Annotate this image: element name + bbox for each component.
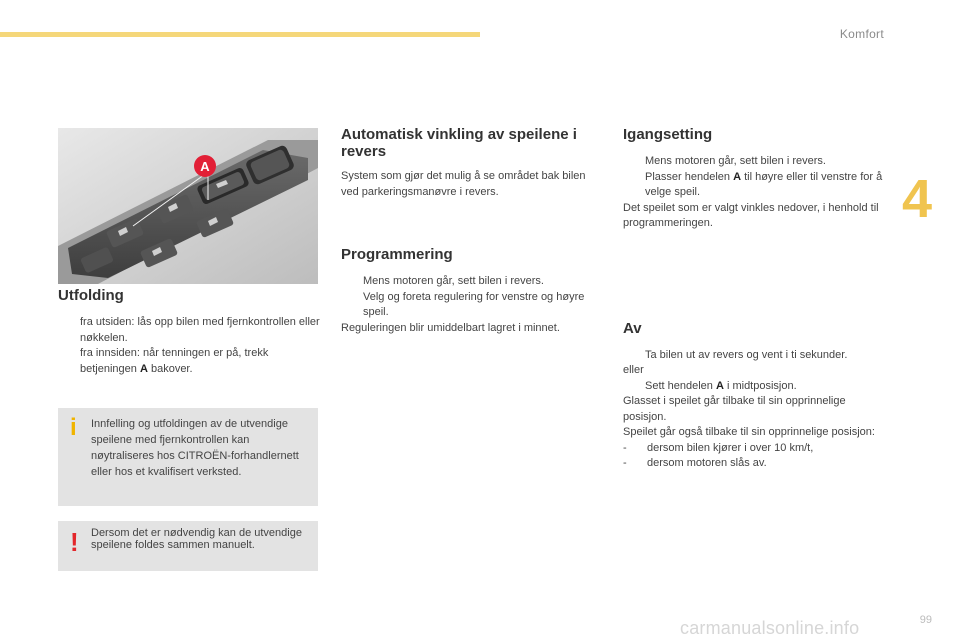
activation-section (623, 126, 887, 472)
mirror-control-illustration (58, 128, 318, 284)
list-item: - dersom bilen kjører i over 10 km/t, (623, 441, 887, 457)
activation-note: Det speilet som er valgt vinkles nedover, i henhold til programmeringen. (623, 201, 879, 229)
dash-marker: - (623, 457, 627, 469)
auto-tilt-text: System som gjør det mulig å se området bak bilen ved parkeringsmanøvre i revers. (341, 170, 586, 198)
list-item: fra innsiden: når tenningen er på, trekk betjeningen A bakover. (80, 347, 269, 375)
chapter-number: 4 (902, 169, 933, 229)
or-text: eller (623, 364, 644, 376)
info-note (58, 408, 318, 506)
off-paragraph-1: Glasset i speilet går tilbake til sin opprinnelige posisjon. (623, 395, 846, 423)
warning-icon: ! (70, 527, 79, 557)
list-item: Velg og foreta regulering for venstre og høyre speil. (363, 290, 585, 318)
dash-marker: - (623, 441, 627, 454)
control-a-ref: A (139, 362, 148, 375)
list-item: Sett hendelen A i midtposisjon. (645, 379, 797, 392)
control-a-ref: A (733, 170, 742, 183)
info-icon: i (70, 414, 77, 441)
off-paragraph-2: Speilet går også tilbake til sin opprinnelige posisjon: (623, 426, 875, 438)
control-a-ref: A (715, 379, 724, 392)
info-note-text: Innfelling og utfoldingen av de utvendige speilene med fjernkontrollen kan nøytraliseres hos CITROËN-forhandlernett eller hos et kvalifisert verksted. (91, 418, 299, 478)
list-item: Mens motoren går, sett bilen i revers. (645, 155, 826, 167)
unfolding-section (58, 287, 320, 377)
section-title: Komfort (839, 27, 884, 41)
watermark: carmanualsonline.info (680, 618, 860, 638)
warning-note-text: Dersom det er nødvendig kan de utvendige speilene foldes sammen manuelt. (91, 527, 302, 551)
header-accent-bar (0, 32, 480, 37)
page-number: 99 (919, 614, 932, 626)
list-item: Ta bilen ut av revers og vent i ti sekunder. (645, 348, 848, 361)
auto-tilt-section (341, 126, 599, 336)
list-item: - dersom motoren slås av. (623, 456, 887, 472)
list-item: Plasser hendelen A til høyre eller til venstre for å velge speil. (645, 170, 883, 198)
list-item: Mens motoren går, sett bilen i revers. (363, 275, 544, 287)
off-heading: Av (623, 319, 642, 337)
activation-heading: Igangsetting (623, 126, 713, 143)
list-item: fra utsiden: lås opp bilen med fjernkontrollen eller nøkkelen. (80, 316, 320, 344)
auto-tilt-heading: Automatisk vinkling av speilene i revers (341, 126, 577, 160)
unfolding-heading: Utfolding (58, 287, 124, 304)
callout-a-label: A (200, 159, 210, 174)
programming-note: Reguleringen blir umiddelbart lagret i minnet. (341, 321, 560, 334)
programming-heading: Programmering (341, 246, 453, 263)
warning-note (58, 521, 318, 571)
